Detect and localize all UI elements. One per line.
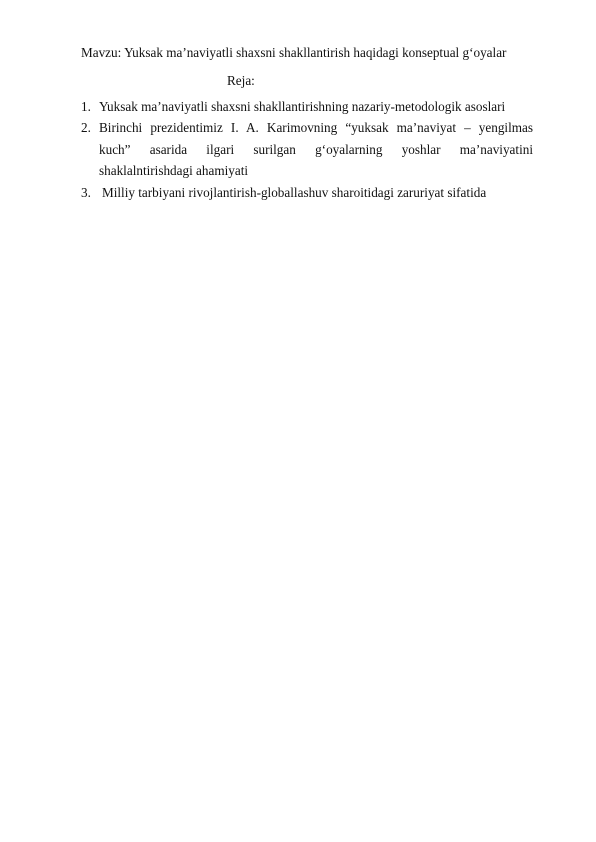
plan-item-text: Milliy tarbiyani rivojlantirish-globallashuv sharoitidagi zaruriyat sifatida <box>102 184 487 200</box>
plan-item-line: kuch” asarida ilgari surilgan g‘oyalarning yoshlar ma’naviyatini <box>99 141 533 157</box>
plan-item-text: Yuksak ma’naviyatli shaxsni shakllantirishning nazariy-metodologik asoslari <box>99 99 506 114</box>
plan-item-3 <box>81 182 533 203</box>
plan-heading: Reja: <box>227 73 255 88</box>
plan-list <box>81 96 533 203</box>
plan-item-line: Birinchi prezidentimiz I. A. Karimovning “yuksak ma’naviyat – yengilmas <box>99 120 533 136</box>
document-topic: Mavzu: Yuksak ma’naviyatli shaxsni shakllantirish haqidagi konseptual g‘oyalar <box>81 45 507 60</box>
plan-item-number: 3. <box>81 184 91 200</box>
plan-item-2 <box>81 117 533 181</box>
plan-item-number: 2. <box>81 120 91 136</box>
plan-item-number: 1. <box>81 99 91 114</box>
plan-item-text <box>99 117 533 181</box>
plan-item-line: shaklalntirishdagi ahamiyati <box>99 163 249 179</box>
plan-item-1 <box>81 96 533 117</box>
